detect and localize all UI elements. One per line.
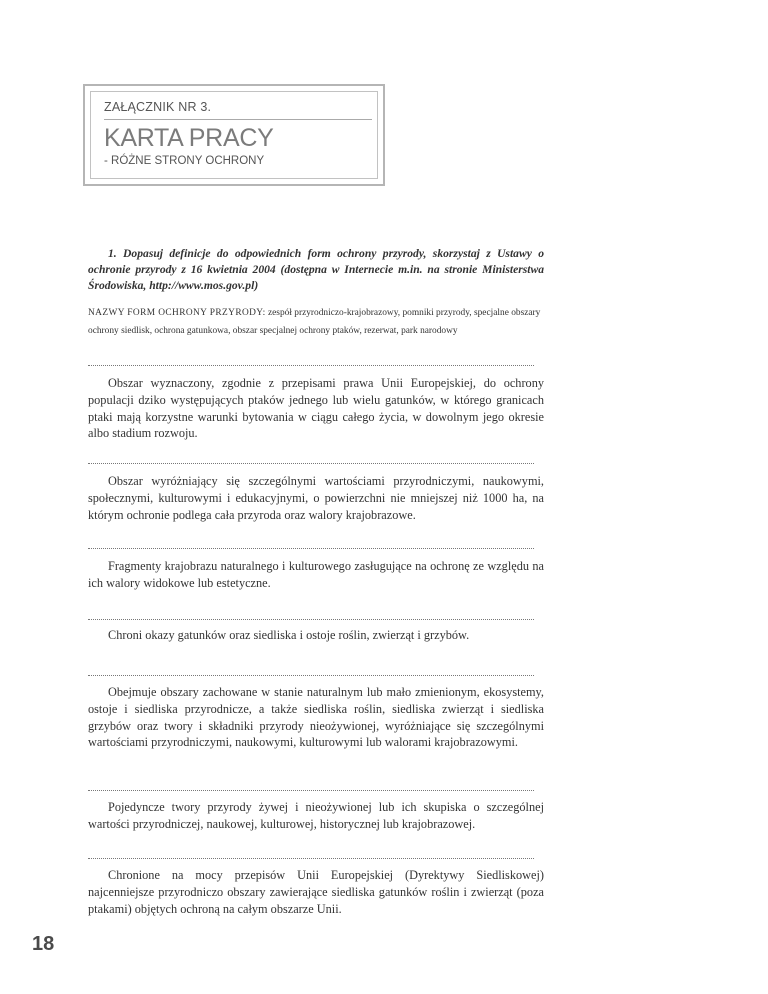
protection-forms-list [88,304,548,340]
answer-line-5[interactable] [88,675,534,676]
definition-7: Chronione na mocy przepisów Unii Europejskiej (Dyrektywy Siedliskowej) najcenniejsze przyrodniczo obszary zawierające siedliska gatunków roślin i zwierząt (poza ptakami) objętych ochroną na całym obszarze Unii. [88,868,544,916]
page-number: 18 [32,933,55,955]
annex-divider [104,119,372,120]
definition-6: Pojedyncze twory przyrody żywej i nieożywionej lub ich skupiska o szczególnej wartości przyrodniczej, naukowej, kulturowej, historycznej lub krajobrazowej. [88,800,544,831]
definition-2: Obszar wyróżniający się szczególnymi wartościami przyrodniczymi, naukowymi, społecznymi, kulturowymi i edukacyjnymi, o powierzchni nie mniejszej niż 1000 ha, na którym ochronie podlega cała przyroda oraz walory krajobrazowe. [88,474,544,522]
definition-5: Obejmuje obszary zachowane w stanie naturalnym lub mało zmienionym, ekosystemy, ostoje i siedliska przyrodnicze, a także siedliska roślin, siedliska zwierząt i siedliska grzybów oraz twory i składniki przyrody nieożywionej, wyróżniające się szczególnymi wartościami przyrodniczymi, naukowymi, kulturowymi lub walorami krajobrazowymi. [88,685,544,750]
definition-3: Fragmenty krajobrazu naturalnego i kulturowego zasługujące na ochronę ze względu na ich walory widokowe lub estetyczne. [88,559,544,590]
definition-1: Obszar wyznaczony, zgodnie z przepisami prawa Unii Europejskiej, do ochrony populacji dziko występujących ptaków jednego lub wielu gatunków, w którego granicach ptaki mają korzystne warunki bytowania w ciągu całego życia, w dowolnym jego okresie albo stadium rozwoju. [88,376,544,441]
answer-line-2[interactable] [88,463,534,464]
answer-line-7[interactable] [88,858,534,859]
answer-line-6[interactable] [88,790,534,791]
answer-line-4[interactable] [88,619,534,620]
answer-line-1[interactable] [88,365,534,366]
definition-4: Chroni okazy gatunków oraz siedliska i ostoje roślin, zwierząt i grzybów. [108,628,470,642]
protection-forms-label: NAZWY FORM OCHRONY PRZYRODY: [88,308,266,318]
page-title: KARTA PRACY [104,124,274,152]
page-subtitle: - RÓŻNE STRONY OCHRONY [104,155,265,167]
annex-label: ZAŁĄCZNIK NR 3. [104,100,212,114]
protection-forms-values: zespół przyrodniczo-krajobrazowy, pomniki przyrody, specjalne obszary ochrony siedlisk, ochrona gatunkowa, obszar specjalnej ochrony ptaków, rezerwat, park narodowy [88,308,541,336]
task-instruction: 1. Dopasuj definicje do odpowiednich form ochrony przyrody, skorzystaj z Ustawy o ochronie przyrody z 16 kwietnia 2004 (dostępna w Internecie m.in. na stronie Ministerstwa Środowiska, http://www.mos.gov.pl) [88,247,544,292]
answer-line-3[interactable] [88,548,534,549]
